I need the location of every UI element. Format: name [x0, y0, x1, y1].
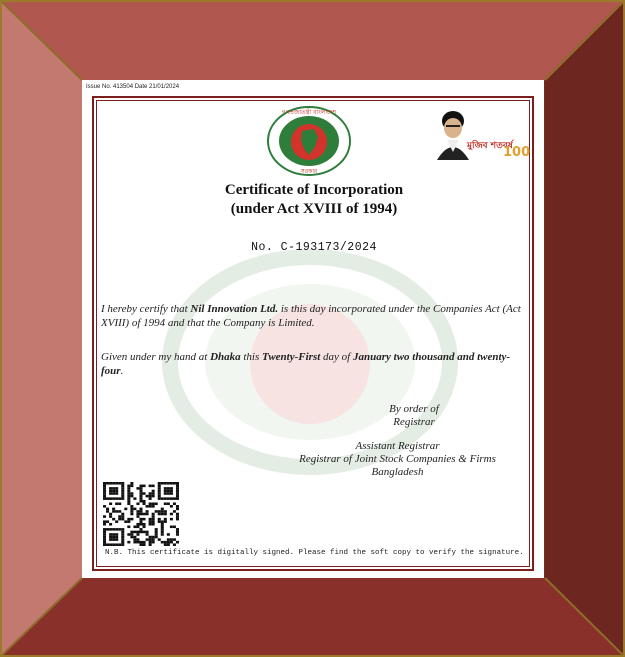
- company-name: Nil Innovation Ltd.: [190, 303, 279, 315]
- certification-paragraph: [101, 303, 521, 330]
- signatory-block: [265, 440, 530, 479]
- seal-text-top: গণপ্রজাতন্ত্রী বাংলাদেশ: [281, 109, 337, 116]
- para2-mid2: day of: [320, 351, 353, 363]
- emblem-number: 100: [503, 145, 531, 160]
- signatory-country: Bangladesh: [371, 466, 424, 478]
- qr-code[interactable]: [103, 482, 179, 546]
- title-line-1: Certificate of Incorporation: [224, 182, 404, 198]
- title-line-2: (under Act XVIII of 1994): [230, 201, 398, 217]
- signatory-office: Registrar of Joint Stock Companies & Firms: [299, 453, 496, 465]
- registration-number: No. C-193173/2024: [251, 241, 377, 254]
- government-seal: [266, 105, 352, 177]
- para2-pre: Given under my hand at: [101, 351, 211, 363]
- given-paragraph: [101, 351, 521, 378]
- day: Twenty-First: [262, 351, 321, 363]
- order-block: [366, 403, 462, 429]
- emblem-text: মুজিব শতবর্ষ: [467, 141, 513, 151]
- para2-end: .: [120, 364, 124, 377]
- month-year: January two thousand and twenty-four: [101, 351, 511, 377]
- seal-text-bottom: সরকার: [300, 168, 318, 175]
- certificate-title: [120, 181, 508, 219]
- order-line-1: By order of: [389, 403, 439, 415]
- para2-mid1: this: [240, 351, 263, 363]
- mujib-100-emblem: [433, 108, 531, 160]
- issue-line: Issue No. 413504 Date 21/01/2024: [86, 84, 180, 90]
- signatory-title: Assistant Registrar: [355, 440, 440, 452]
- para1-pre: I hereby certify that: [101, 303, 191, 315]
- digital-signature-note: N.B. This certificate is digitally signed. Please find the soft copy to verify the signature.: [105, 549, 524, 557]
- order-line-2: Registrar: [393, 416, 435, 428]
- place: Dhaka: [210, 351, 241, 363]
- para1-post: is this day incorporated under the Companies Act (Act XVIII) of 1994 and that the Company is Limited.: [101, 303, 521, 329]
